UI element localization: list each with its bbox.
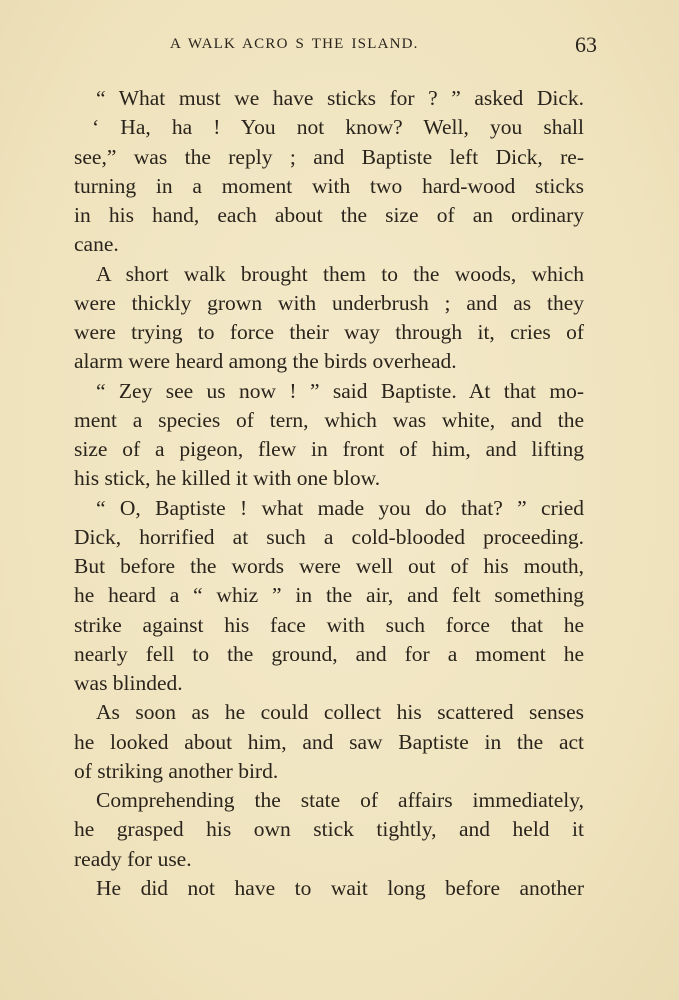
text-line: ment a species of tern, which was white, and the	[74, 407, 584, 432]
text-line: strike against his face with such force that he	[74, 612, 584, 637]
text-line: he heard a “ whiz ” in the air, and felt something	[74, 583, 584, 608]
text-line: “ Zey see us now ! ” said Baptiste. At that mo-	[96, 378, 584, 403]
text-line: turning in a moment with two hard-wood sticks	[74, 173, 584, 198]
text-line: nearly fell to the ground, and for a moment he	[74, 641, 584, 666]
text-line: “ What must we have sticks for ? ” asked Dick.	[96, 86, 584, 110]
running-head	[0, 32, 679, 60]
text-line: his stick, he killed it with one blow.	[74, 466, 381, 491]
text-line: ready for use.	[74, 846, 192, 871]
text-line: But before the words were well out of his mouth,	[74, 554, 584, 578]
page-number: 63	[575, 32, 597, 57]
text-line: cane.	[74, 232, 119, 257]
text-line: Dick, horrified at such a cold-blooded proceeding.	[74, 524, 584, 549]
text-line: was blinded.	[74, 671, 183, 695]
text-line: in his hand, each about the size of an ordinary	[74, 203, 584, 227]
running-title: A WALK ACRO S THE ISLAND.	[170, 36, 419, 52]
text-line: see,” was the reply ; and Baptiste left Dick, re-	[74, 144, 584, 169]
body-text	[74, 84, 584, 903]
text-line: He did not have to wait long before another	[96, 875, 584, 900]
text-line: were thickly grown with underbrush ; and as they	[74, 290, 584, 315]
text-line: As soon as he could collect his scattered senses	[96, 700, 584, 725]
text-line: were trying to force their way through it, cries of	[74, 320, 584, 344]
text-line: alarm were heard among the birds overhead.	[74, 349, 457, 374]
text-line: of striking another bird.	[74, 758, 279, 783]
text-line: A short walk brought them to the woods, which	[96, 261, 584, 286]
text-line: size of a pigeon, flew in front of him, and lifting	[74, 437, 584, 461]
text-line: “ O, Baptiste ! what made you do that? ” cried	[96, 495, 584, 520]
text-line: he grasped his own stick tightly, and held it	[74, 817, 584, 842]
text-line: he looked about him, and saw Baptiste in the act	[74, 729, 584, 754]
text-line: ‘ Ha, ha ! You not know? Well, you shall	[92, 115, 584, 140]
text-line: Comprehending the state of affairs immediately,	[96, 788, 584, 812]
